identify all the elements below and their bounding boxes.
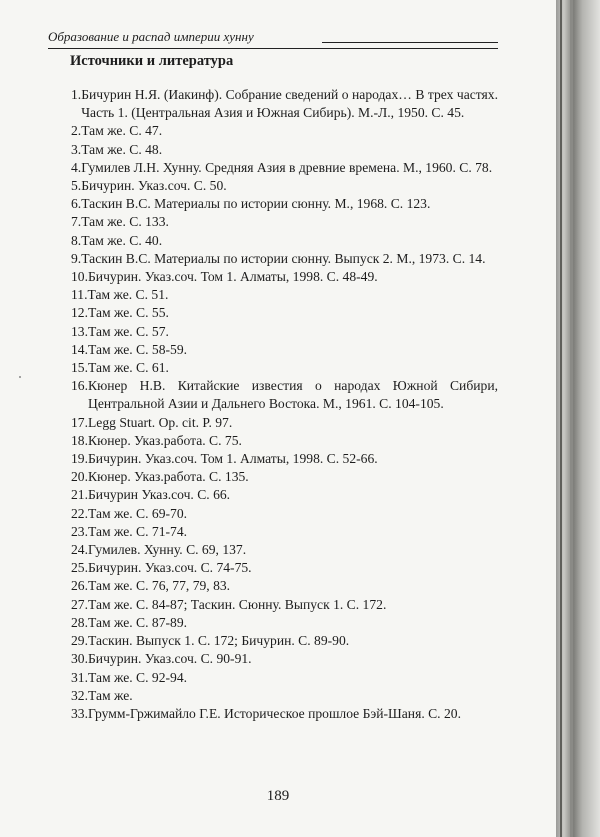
reference-text: Таскин В.С. Материалы по истории сюнну. Выпуск 2. М., 1973. С. 14. [81, 250, 486, 266]
running-header [48, 28, 498, 46]
reference-number: 15. [71, 360, 88, 376]
reference-item [71, 159, 498, 177]
reference-item [71, 486, 498, 504]
reference-text: Там же. С. 48. [81, 141, 163, 157]
reference-text: Кюнер. Указ.работа. С. 75. [88, 432, 242, 448]
reference-text: Там же. С. 55. [88, 305, 169, 321]
reference-number: 31. [71, 669, 88, 685]
reference-text: Там же. С. 87-89. [88, 614, 188, 630]
reference-text: Там же. С. 58-59. [88, 341, 188, 357]
reference-text: Кюнер Н.В. Китайские известия о народах Южной Сибири, Центральной Азии и Дальнего Востока. М., 1961. С. 104-105. [88, 378, 498, 412]
reference-text: Бичурин. Указ.соч. Том 1. Алматы, 1998. С. 48-49. [88, 269, 378, 285]
reference-item [71, 213, 498, 231]
reference-number: 24. [71, 542, 88, 558]
reference-text: Бичурин Указ.соч. С. 66. [88, 487, 231, 503]
reference-number: 21. [71, 487, 88, 503]
reference-text: Там же. С. 61. [88, 360, 169, 376]
reference-number: 5. [71, 178, 82, 194]
reference-item [71, 650, 498, 668]
reference-item [71, 122, 498, 140]
section-title: Источники и литература [70, 53, 234, 69]
reference-item [71, 268, 498, 286]
reference-item [71, 541, 498, 559]
reference-item [71, 377, 498, 413]
reference-item [71, 450, 498, 468]
reference-list [71, 86, 498, 723]
page-number: 189 [266, 788, 290, 804]
reference-item [71, 195, 498, 213]
reference-number: 23. [71, 523, 88, 539]
reference-number: 2. [71, 123, 82, 139]
reference-text: Таскин. Выпуск 1. С. 172; Бичурин. С. 89-90. [88, 633, 350, 649]
reference-item [71, 250, 498, 268]
reference-item [71, 86, 498, 122]
reference-text: Бичурин. Указ.соч. С. 50. [81, 178, 227, 194]
reference-number: 1. [71, 87, 82, 102]
reference-number: 12. [71, 305, 88, 321]
reference-text: Бичурин. Указ.соч. С. 90-91. [88, 651, 252, 667]
scan-speck [19, 376, 21, 378]
reference-item [71, 632, 498, 650]
reference-number: 27. [71, 596, 88, 612]
reference-item [71, 341, 498, 359]
reference-text: Там же. С. 47. [81, 123, 163, 139]
reference-item [71, 687, 498, 705]
book-binding-edge [556, 0, 600, 837]
reference-text: Там же. С. 57. [88, 323, 169, 339]
reference-item [71, 596, 498, 614]
reference-text: Кюнер. Указ.работа. С. 135. [88, 469, 249, 485]
reference-text: Таскин В.С. Материалы по истории сюнну. М., 1968. С. 123. [81, 196, 431, 212]
reference-item [71, 286, 498, 304]
reference-text: Там же. С. 40. [81, 232, 163, 248]
reference-number: 16. [71, 378, 88, 394]
reference-number: 20. [71, 469, 88, 485]
reference-item [71, 505, 498, 523]
reference-item [71, 614, 498, 632]
reference-item [71, 177, 498, 195]
reference-item [71, 323, 498, 341]
reference-number: 33. [71, 705, 88, 721]
reference-number: 28. [71, 614, 88, 630]
reference-item [71, 559, 498, 577]
reference-text: Там же. С. 69-70. [88, 505, 188, 521]
reference-number: 22. [71, 505, 88, 521]
reference-number: 19. [71, 451, 88, 467]
reference-number: 4. [71, 159, 82, 175]
reference-text: Там же. С. 51. [87, 287, 169, 303]
reference-item [71, 669, 498, 687]
reference-item [71, 577, 498, 595]
reference-item [71, 304, 498, 322]
reference-item [71, 468, 498, 486]
reference-number: 18. [71, 432, 88, 448]
reference-number: 25. [71, 560, 88, 576]
reference-text: Бичурин. Указ.соч. С. 74-75. [88, 560, 252, 576]
reference-item [71, 523, 498, 541]
header-rule [322, 42, 498, 43]
reference-number: 7. [71, 214, 82, 230]
reference-number: 17. [71, 414, 88, 430]
reference-number: 14. [71, 341, 88, 357]
reference-text: Грумм-Гржимайло Г.Е. Историческое прошлое Бэй-Шаня. С. 20. [88, 705, 461, 721]
reference-number: 6. [71, 196, 82, 212]
reference-text: Там же. С. 84-87; Таскин. Сюнну. Выпуск 1. С. 172. [88, 596, 387, 612]
reference-item [71, 414, 498, 432]
reference-text: Бичурин Н.Я. (Иакинф). Собрание сведений о народах… В трех частях. Часть 1. (Центральная Азия и Южная Сибирь). М.-Л., 1950. С. 45. [81, 87, 498, 121]
reference-item [71, 141, 498, 159]
reference-number: 11. [71, 287, 88, 303]
header-underline [48, 48, 498, 49]
reference-item [71, 359, 498, 377]
reference-text: Legg Stuart. Op. cit. P. 97. [88, 414, 233, 430]
reference-text: Там же. [88, 687, 133, 703]
reference-number: 32. [71, 687, 88, 703]
reference-item [71, 232, 498, 250]
reference-text: Гумилев Л.Н. Хунну. Средняя Азия в древние времена. М., 1960. С. 78. [81, 159, 493, 175]
reference-number: 30. [71, 651, 88, 667]
reference-text: Там же. С. 71-74. [88, 523, 188, 539]
reference-number: 3. [71, 141, 82, 157]
reference-text: Там же. С. 92-94. [88, 669, 188, 685]
reference-number: 10. [71, 269, 88, 285]
running-header-title: Образование и распад империи хунну [48, 29, 254, 44]
reference-number: 9. [71, 250, 82, 266]
reference-text: Там же. С. 76, 77, 79, 83. [88, 578, 231, 594]
reference-number: 8. [71, 232, 82, 248]
reference-text: Бичурин. Указ.соч. Том 1. Алматы, 1998. С. 52-66. [88, 451, 378, 467]
reference-number: 13. [71, 323, 88, 339]
reference-text: Там же. С. 133. [81, 214, 169, 230]
reference-item [71, 432, 498, 450]
reference-number: 26. [71, 578, 88, 594]
reference-text: Гумилев. Хунну. С. 69, 137. [88, 542, 247, 558]
reference-item [71, 705, 498, 723]
reference-number: 29. [71, 633, 88, 649]
